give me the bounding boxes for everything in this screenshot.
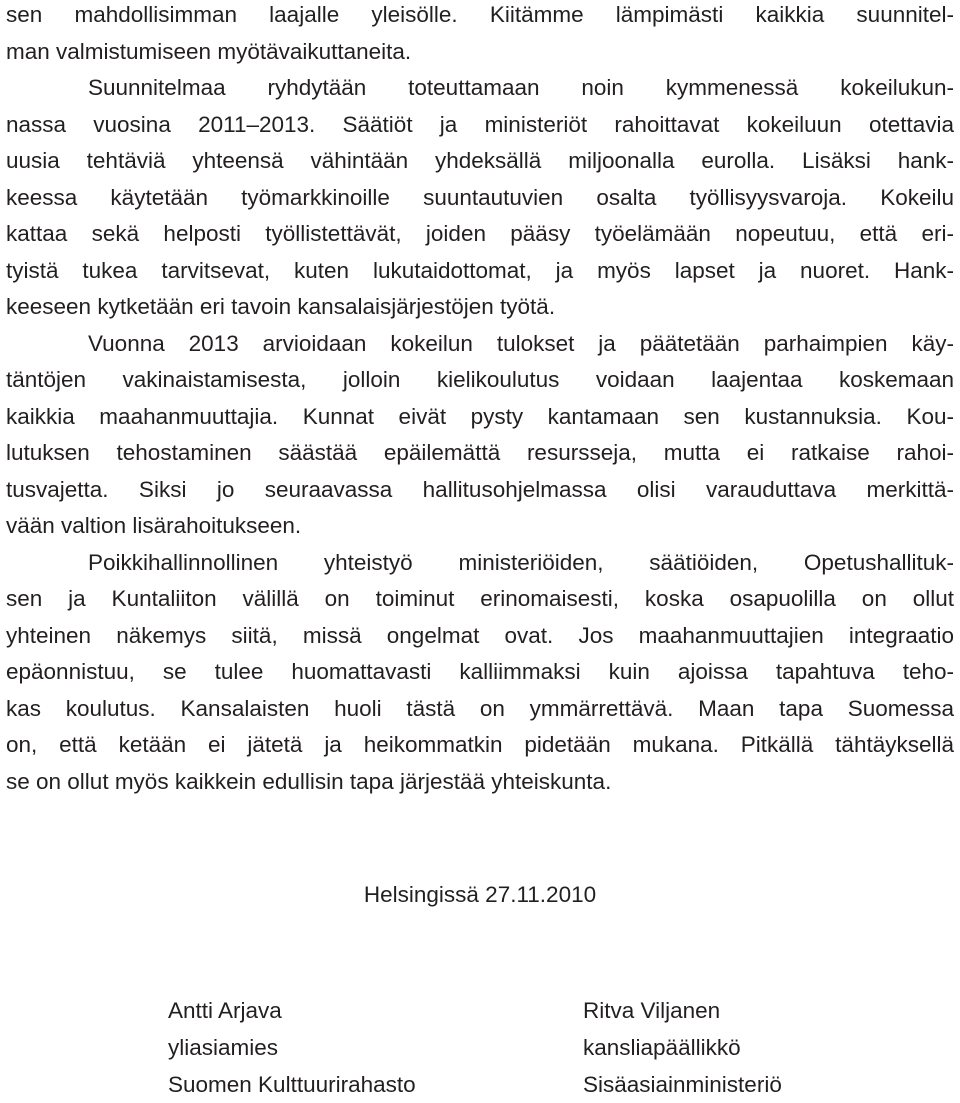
signatory-organization: Suomen Kulttuurirahasto: [168, 1072, 416, 1097]
signatory-name: Antti Arjava: [168, 998, 282, 1023]
paragraph-4-line-3: yhteinen näkemys siitä, missä ongelmat ovat. Jos maahanmuuttajien integraatio: [6, 623, 954, 648]
signature-block-2: [583, 992, 782, 1103]
paragraph-2-line-1: Suunnitelmaa ryhdytään toteuttamaan noin kymmenessä kokeilukun-: [88, 75, 954, 100]
paragraph-2-line-2: nassa vuosina 2011–2013. Säätiöt ja ministeriöt rahoittavat kokeiluun otettavia: [6, 112, 954, 137]
signatory-name: Ritva Viljanen: [583, 998, 721, 1023]
paragraph-4-line-7: se on ollut myös kaikkein edullisin tapa järjestää yhteiskunta.: [6, 769, 612, 794]
paragraph-3-line-2: täntöjen vakinaistamisesta, jolloin kielikoulutus voidaan laajentaa koskemaan: [6, 367, 954, 392]
paragraph-3-line-1: Vuonna 2013 arvioidaan kokeilun tulokset ja päätetään parhaimpien käy-: [88, 331, 954, 356]
paragraph-3-line-5: tusvajetta. Siksi jo seuraavassa hallitusohjelmassa olisi varauduttava merkittä-: [6, 477, 954, 502]
paragraph-4-line-6: on, että ketään ei jätetä ja heikommatkin pidetään mukana. Pitkällä tähtäyksellä: [6, 732, 954, 757]
paragraph-3-line-6: vään valtion lisärahoitukseen.: [6, 513, 302, 538]
paragraph-2-line-6: tyistä tukea tarvitsevat, kuten lukutaidottomat, ja myös lapset ja nuoret. Hank-: [6, 258, 954, 283]
signatory-organization: Sisäasiainministeriö: [583, 1072, 782, 1097]
paragraph-4-line-5: kas koulutus. Kansalaisten huoli tästä on ymmärrettävä. Maan tapa Suomessa: [6, 696, 954, 721]
paragraph-3-line-3: kaikkia maahanmuuttajia. Kunnat eivät pysty kantamaan sen kustannuksia. Kou-: [6, 404, 954, 429]
place-date: Helsingissä 27.11.2010: [363, 882, 597, 907]
paragraph-1-line-2: man valmistumiseen myötävaikuttaneita.: [6, 39, 412, 64]
paragraph-3-line-4: lutuksen tehostaminen säästää epäilemättä resursseja, mutta ei ratkaise rahoi-: [6, 440, 954, 465]
paragraph-2-line-5: kattaa sekä helposti työllistettävät, joiden pääsy työelämään nopeutuu, että eri-: [6, 221, 954, 246]
paragraph-2-line-3: uusia tehtäviä yhteensä vähintään yhdeksällä miljoonalla eurolla. Lisäksi hank-: [6, 148, 954, 173]
signatory-title: yliasiamies: [168, 1035, 279, 1060]
paragraph-4-line-2: sen ja Kuntaliiton välillä on toiminut erinomaisesti, koska osapuolilla on ollut: [6, 586, 954, 611]
paragraph-2-line-7: keeseen kytketään eri tavoin kansalaisjärjestöjen työtä.: [6, 294, 556, 319]
paragraph-4-line-1: Poikkihallinnollinen yhteistyö ministeriöiden, säätiöiden, Opetushallituk-: [88, 550, 954, 575]
signatory-title: kansliapäällikkö: [583, 1035, 741, 1060]
paragraph-2-line-4: keessa käytetään työmarkkinoille suuntautuvien osalta työllisyysvaroja. Kokeilu: [6, 185, 954, 210]
paragraph-4-line-4: epäonnistuu, se tulee huomattavasti kalliimmaksi kuin ajoissa tapahtuva teho-: [6, 659, 954, 684]
signature-block-1: [168, 992, 416, 1103]
paragraph-1-line-1: sen mahdollisimman laajalle yleisölle. Kiitämme lämpimästi kaikkia suunnitel-: [6, 2, 954, 27]
